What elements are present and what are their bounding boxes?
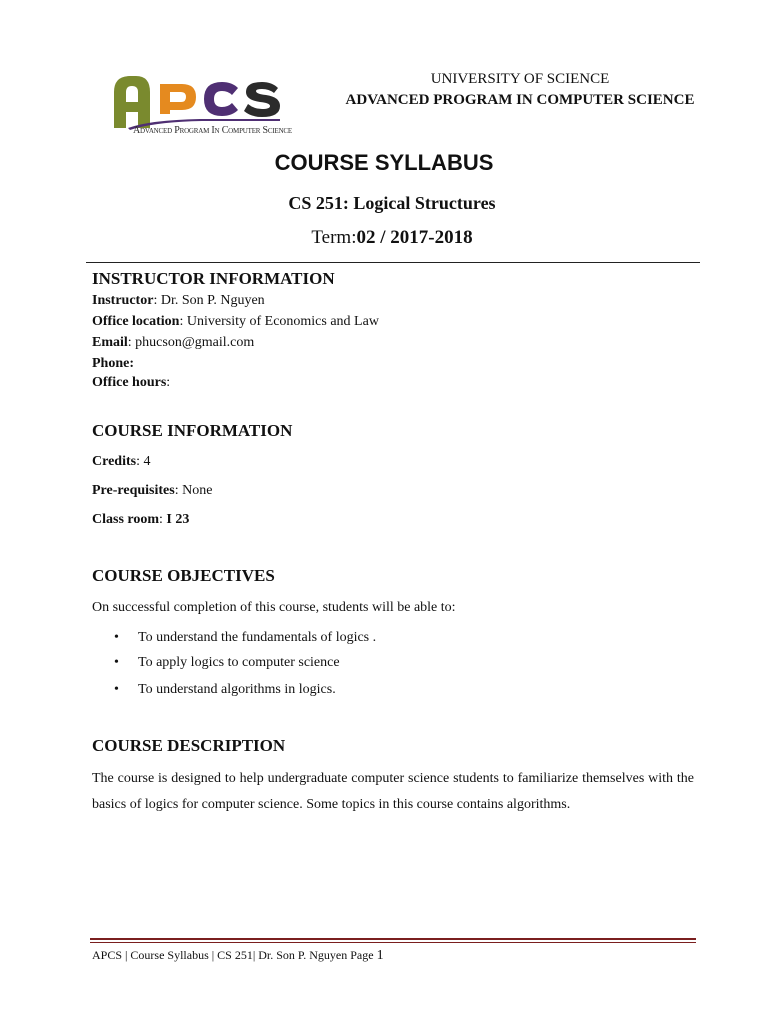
footer-text: APCS | Course Syllabus | CS 251| Dr. Son P. Nguyen Page	[92, 948, 377, 962]
page-footer	[92, 948, 384, 964]
room-label: Class room	[92, 512, 160, 527]
prereq-value: : None	[174, 483, 213, 498]
list-item-text: To understand the fundamentals of logics .	[138, 630, 377, 645]
footer-divider	[90, 938, 696, 940]
apcs-logo-graphic	[110, 70, 285, 130]
email-value: : phucson@gmail.com	[127, 335, 255, 350]
instructor-value: : Dr. Son P. Nguyen	[153, 293, 265, 308]
prereq-label: Pre-requisites	[92, 483, 175, 498]
phone-line	[92, 356, 134, 372]
office-line	[92, 314, 379, 330]
page-title: COURSE SYLLABUS	[274, 150, 494, 175]
list-item-text: To understand algorithms in logics.	[138, 682, 336, 697]
room-line	[92, 512, 189, 528]
credits-line	[92, 454, 150, 470]
program-name: ADVANCED PROGRAM IN COMPUTER SCIENCE	[345, 92, 695, 108]
description-heading: COURSE DESCRIPTION	[92, 736, 286, 755]
footer-divider-thin	[90, 942, 696, 943]
hours-line	[92, 375, 170, 391]
office-value: : University of Economics and Law	[179, 314, 379, 329]
objectives-heading: COURSE OBJECTIVES	[92, 566, 275, 585]
room-value: I 23	[166, 512, 190, 527]
credits-label: Credits	[92, 454, 137, 469]
objectives-intro: On successful completion of this course, students will be able to:	[92, 600, 456, 615]
instructor-label: Instructor	[92, 293, 154, 308]
term-label: Term:	[311, 227, 357, 248]
hours-label: Office hours	[92, 375, 167, 390]
description-text: The course is designed to help undergraduate computer science students to familiarize themselves with the basics of logics for computer science. Some topics in this course contains algorithms.	[92, 771, 694, 812]
term-value: 02 / 2017-2018	[356, 227, 473, 248]
hours-value: :	[166, 375, 171, 390]
email-label: Email	[92, 335, 128, 350]
phone-label: Phone:	[92, 356, 134, 371]
course-info-heading: COURSE INFORMATION	[92, 421, 293, 440]
instructor-line	[92, 293, 265, 309]
bullet: •	[114, 655, 119, 670]
page-number: 1	[376, 948, 384, 963]
term	[0, 227, 768, 249]
bullet: •	[114, 630, 119, 645]
university-name: UNIVERSITY OF SCIENCE	[430, 71, 610, 87]
office-label: Office location	[92, 314, 180, 329]
list-item-text: To apply logics to computer science	[138, 655, 340, 670]
course-title: CS 251: Logical Structures	[288, 193, 496, 213]
email-line	[92, 335, 254, 351]
bullet: •	[114, 682, 119, 697]
instructor-heading: INSTRUCTOR INFORMATION	[92, 269, 335, 288]
credits-value: : 4	[136, 454, 151, 469]
logo-subtitle: Advanced Program In Computer Science	[133, 125, 292, 136]
header-divider	[86, 262, 700, 263]
prereq-line	[92, 483, 212, 499]
room-sep: :	[159, 512, 167, 527]
